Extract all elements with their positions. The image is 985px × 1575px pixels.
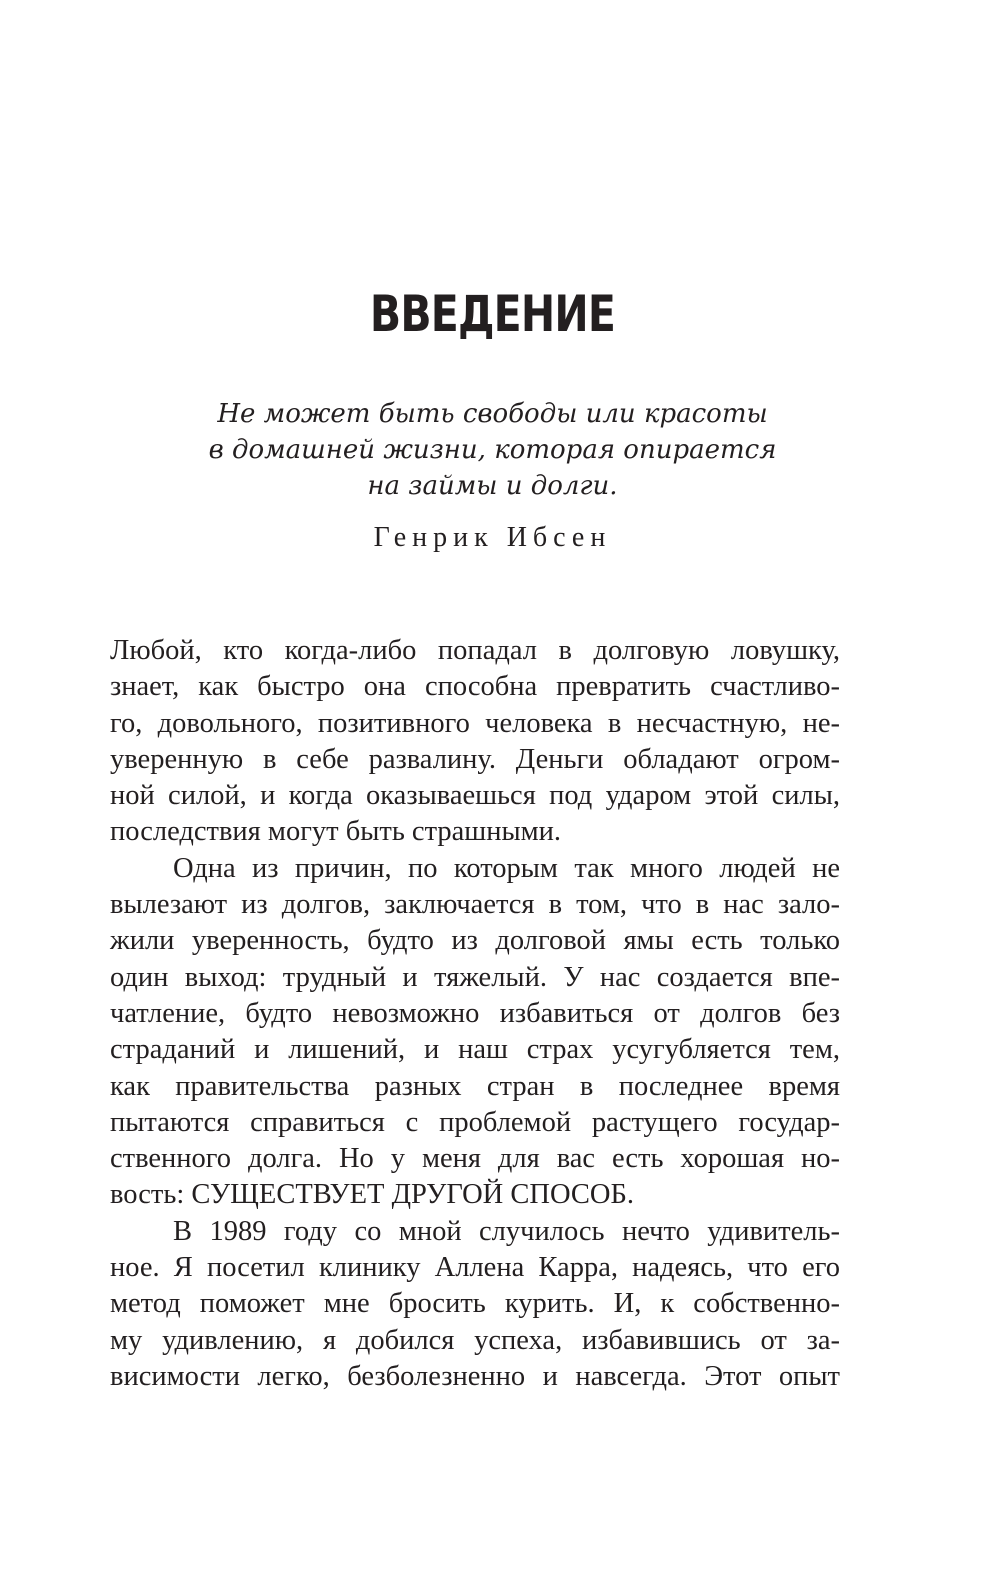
text-line: Любой, кто когда-либо попадал в долговую ловушку,	[110, 635, 840, 666]
text-line: как правительства разных стран в последнее время	[110, 1070, 840, 1102]
text-line: вость: СУЩЕСТВУЕТ ДРУГОЙ СПОСОБ.	[110, 1179, 634, 1211]
text-line: пытаются справиться с проблемой растущего государ-	[110, 1106, 840, 1138]
chapter-title: ВВЕДЕНИЕ	[369, 285, 616, 343]
text-line: страданий и лишений, и наш страх усугубляется тем,	[110, 1034, 840, 1066]
epigraph-line: в домашней жизни, которая опирается	[208, 435, 777, 465]
text-line: последствия могут быть страшными.	[110, 816, 562, 848]
text-line: один выход: трудный и тяжелый. У нас создается впе-	[110, 961, 840, 993]
text-line: жили уверенность, будто из долговой ямы есть только	[110, 925, 840, 957]
text-line: ной силой, и когда оказываешься под ударом этой силы,	[110, 780, 840, 812]
epigraph	[110, 396, 875, 504]
text-line: ное. Я посетил клинику Аллена Карра, надеясь, что его	[110, 1252, 840, 1284]
epigraph-author: Генрик Ибсен	[373, 522, 612, 553]
text-line: знает, как быстро она способна превратить счастливо-	[110, 671, 840, 703]
epigraph-line: на займы и долги.	[367, 471, 618, 501]
text-line: метод поможет мне бросить курить. И, к собственно-	[110, 1288, 840, 1320]
text-line: вылезают из долгов, заключается в том, что в нас зало-	[110, 889, 840, 921]
text-line: уверенную в себе развалину. Деньги обладают огром-	[110, 743, 840, 775]
text-line: В 1989 году со мной случилось нечто удивитель-	[173, 1215, 840, 1247]
text-line: ственного долга. Но у меня для вас есть хорошая но-	[110, 1143, 840, 1175]
body-text	[110, 633, 840, 1395]
text-line: му удивлению, я добился успеха, избавившись от за-	[110, 1324, 840, 1356]
text-line: висимости легко, безболезненно и навсегда. Этот опыт	[110, 1360, 840, 1392]
text-line: чатление, будто невозможно избавиться от долгов без	[110, 997, 840, 1029]
text-line: го, довольного, позитивного человека в несчастную, не-	[110, 707, 840, 739]
epigraph-line: Не может быть свободы или красоты	[217, 399, 768, 429]
text-line: Одна из причин, по которым так много людей не	[173, 852, 840, 884]
